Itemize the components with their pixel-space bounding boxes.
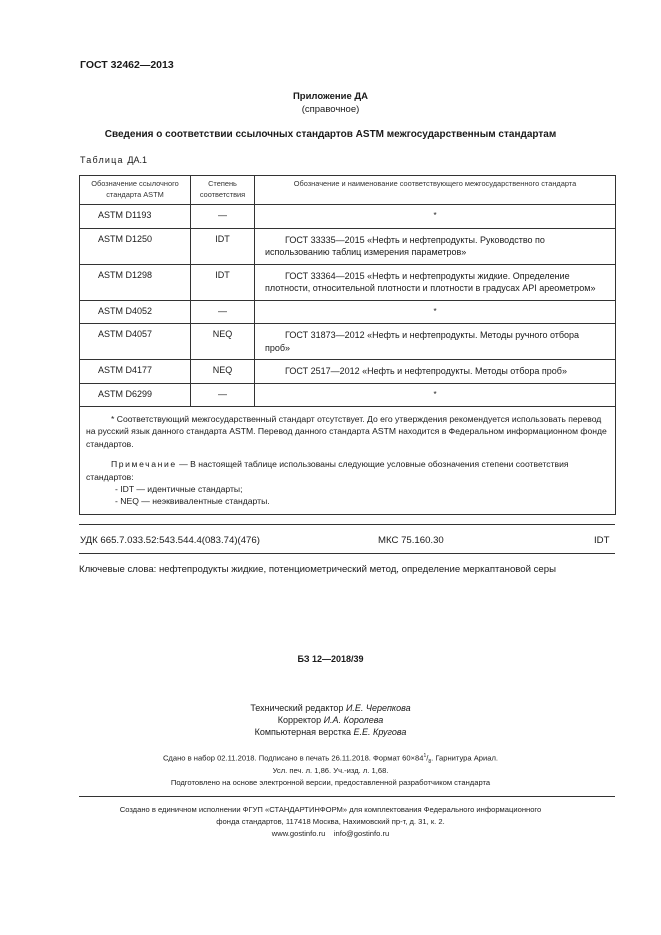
table-note [86,458,610,483]
header-gost: Обозначение и наименование соответствующего межгосударственного стандарта [255,176,616,205]
header-degree: Степень соответствия [191,176,255,205]
bz-number: БЗ 12—2018/39 [297,654,364,664]
cell-astm: ASTM D4052 [80,300,191,324]
keywords: Ключевые слова: нефтепродукты жидкие, потенциометрический метод, определение меркаптановой серы [79,564,557,575]
print-info-line1: Сдано в набор 02.11.2018. Подписано в печать 26.11.2018. Формат $60\times 84^1/_8$. Гарнитура Ариал. [162,753,499,766]
staff-role: Корректор [277,715,322,725]
cell-gost: * [255,205,616,229]
divider-top [79,524,615,525]
table-row [80,360,616,384]
cell-gost: * [255,300,616,324]
table-row [80,383,616,407]
cell-astm: ASTM D4177 [80,360,191,384]
publisher-email-link[interactable]: info@gostinfo.ru [333,829,390,838]
cell-astm: ASTM D1250 [80,228,191,264]
mks-code: МКС 75.160.30 [378,535,444,546]
cell-degree: IDT [191,228,255,264]
note-label: Примечание [111,459,177,470]
staff-line [0,715,661,725]
table-row [80,300,616,324]
divider-bottom [79,796,615,797]
table-row [80,324,616,360]
annex-subtitle: (справочное) [301,104,360,115]
cell-gost: ГОСТ 2517—2012 «Нефть и нефтепродукты. Методы отбора проб» [255,360,616,384]
annex-title: Приложение ДА [292,91,369,102]
section-title: Сведения о соответствии ссылочных стандартов ASTM межгосударственным стандартам [104,129,557,140]
table-row [80,264,616,300]
table-caption [80,155,147,165]
staff-name: И.А. Королева [323,715,384,725]
udk-code: УДК 665.7.033.52:543.544.4(083.74)(476) [80,535,260,546]
cell-degree: NEQ [191,360,255,384]
publisher-contacts [0,829,661,838]
table-footnote: * Соответствующий межгосударственный стандарт отсутствует. До его утверждения рекомендуется использовать перевод на русский язык данного стандарта ASTM. Перевод данного стандарта ASTM находится в Федеральном информационном фонде стандартов. [86,414,607,449]
format-numerator: 1 [423,753,427,759]
divider-middle [79,553,615,554]
format-denominator: 8 [428,759,432,766]
cell-astm: ASTM D1193 [80,205,191,229]
cell-gost: ГОСТ 33335—2015 «Нефть и нефтепродукты. Руководство по использованию таблиц измерения параметров» [255,228,616,264]
cell-gost: * [255,383,616,407]
table-row [80,205,616,229]
staff-line [0,727,661,737]
note-text: — В настоящей таблице использованы следующие условные обозначения степени соответствия стандартов: [86,459,569,482]
table-header-row [80,176,616,205]
print-info-line3: Подготовлено на основе электронной версии, предоставленной разработчиком стандарта [170,778,491,787]
cell-degree: IDT [191,264,255,300]
cell-degree: — [191,205,255,229]
staff-name: Е.Е. Кругова [353,727,407,737]
staff-line [0,703,661,713]
note-item-neq: - NEQ — неэквивалентные стандарты. [115,496,270,507]
table-row [80,228,616,264]
print-info-line2: Усл. печ. л. 1,86. Уч.-изд. л. 1,68. [272,766,389,775]
document-id: ГОСТ 32462—2013 [80,59,174,71]
print-info-dates: Сдано в набор 02.11.2018. Подписано в печать 26.11.2018. Формат 60×84 [162,753,424,763]
staff-role: Компьютерная верстка [254,727,351,737]
cell-degree: — [191,383,255,407]
correspondence-table [79,175,616,515]
publisher-website-link[interactable]: www.gostinfo.ru [271,829,326,838]
table-notes-row [80,407,616,515]
cell-astm: ASTM D4057 [80,324,191,360]
table-caption-word: Таблица [80,155,124,165]
cell-gost: ГОСТ 33364—2015 «Нефть и нефтепродукты жидкие. Определение плотности, относительной плотности и плотности в градусах API ареометром» [255,264,616,300]
staff-role: Технический редактор [250,703,344,713]
table-notes [80,407,616,515]
staff-name: И.Е. Черепкова [345,703,411,713]
table-caption-number: ДА.1 [127,155,148,165]
cell-astm: ASTM D1298 [80,264,191,300]
cell-degree: — [191,300,255,324]
cell-degree: NEQ [191,324,255,360]
cell-astm: ASTM D6299 [80,383,191,407]
print-info-font: . Гарнитура Ариал. [431,753,499,763]
cell-gost: ГОСТ 31873—2012 «Нефть и нефтепродукты. Методы ручного отбора проб» [255,324,616,360]
publisher-line2: фонда стандартов, 117418 Москва, Нахимовский пр-т, д. 31, к. 2. [216,817,445,826]
header-astm: Обозначение ссылочного стандарта ASTM [80,176,191,205]
publisher-line1: Создано в единичном исполнении ФГУП «СТАНДАРТИНФОРМ» для комплектования Федерального информационного [119,805,542,814]
note-item-idt: - IDT — идентичные стандарты; [115,484,243,495]
equivalence-code: IDT [594,535,610,546]
